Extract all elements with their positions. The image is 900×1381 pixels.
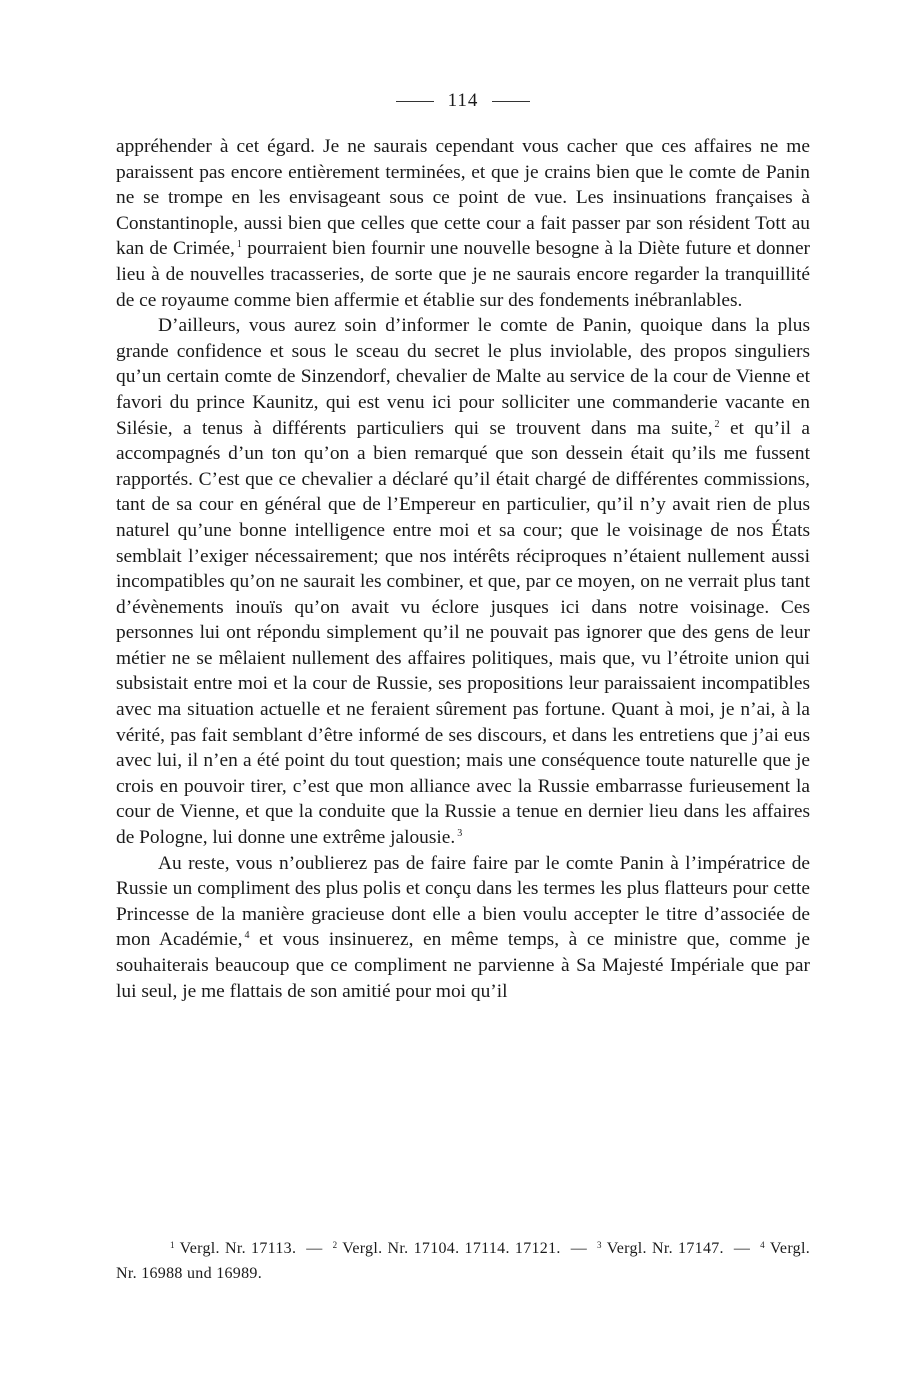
paragraph-3-text-b: et vous insinuerez, en même temps, à ce ministre que, comme je souhaiterais beaucoup que ce compliment ne parvienne à Sa Majesté Impériale que par lui seul, je me flattais de son amitié pour moi qu’il [116,929,810,1002]
paragraph-1-text-b: pourraient bien fournir une nouvelle besogne à la Diète future et donner lieu à de nouvelles tracasseries, de sorte que je ne saurais encore regarder la tranquillité de ce royaume comme bien affermie et établie sur des fondements inébranlables. [116,238,811,311]
footnote-mark-1: 1 [170,1240,175,1250]
footnote-mark-3: 3 [597,1240,602,1250]
footnote-ref-1: 1 [236,239,242,251]
page-number: 114 [447,90,479,111]
paragraph-3 [116,851,810,1005]
footnote-text-1: Vergl. Nr. 17113. [179,1240,297,1257]
footnote-separator-3: — [733,1240,751,1257]
footnote-text-2: Vergl. Nr. 17104. 17114. 17121. [342,1240,561,1257]
body-text [116,134,810,1004]
footnote-text-3: Vergl. Nr. 17147. [606,1240,724,1257]
paragraph-2-text-b: et qu’il a accompagnés d’un ton qu’on a bien remarqué que son dessein était qu’ils me fussent rapportés. C’est que ce chevalier a déclaré qu’il était chargé de différentes commissions, tant de sa cour en général que de l’Empereur en particulier, qu’il n’y avait rien de plus naturel qu’une bonne intelligence entre moi et sa cour; que le voisinage de nos États semblait l’exiger nécessairement; que nos intérêts réciproques n’étaient nullement aussi incompatibles qu’on ne saurait les combiner, et que, par ce moyen, on ne verrait plus tant d’évènements inouïs qu’on avait vu éclore jusques ici dans notre voisinage. Ces personnes lui ont répondu simplement qu’il ne pouvait pas ignorer que des gens de leur métier ne se mêlaient nullement des affaires politiques, mais que, vu l’étroite union qui subsistait entre moi et la cour de Russie, ses propositions leur paraissaient incompatibles avec ma situation actuelle et ne feraient sûrement pas fortune. Quant à moi, je n’ai, à la vérité, pas fait semblant d’être informé de ses discours, et dans les entretiens que j’ai eus avec lui, il n’en a été point du tout question; mais une conséquence toute naturelle que je crois en pouvoir tirer, c’est que mon alliance avec la Russie embarrasse furieusement la cour de Vienne, et que la conduite que la Russie a tenue en dernier lieu dans les affaires de Pologne, lui donne une extrême jalousie. [116,417,810,849]
footnotes [116,1236,810,1286]
footnote-ref-2: 2 [714,418,720,430]
footnote-mark-2: 2 [332,1240,338,1250]
paragraph-1 [116,134,810,313]
footnote-separator-1: — [306,1240,323,1257]
footnote-ref-4: 4 [244,930,250,942]
footnote-block [116,1236,810,1286]
header-rule-right [492,101,530,102]
paragraph-2-text-a: D’ailleurs, vous aurez soin d’informer le comte de Panin, quoique dans la plus grande confidence et sous le sceau du secret le plus inviolable, des propos singuliers qu’un certain comte de Sinzendorf, chevalier de Malte au service de la cour de Vienne et favori du prince Kaunitz, qui est venu ici pour solliciter une commanderie vacante en Silésie, a tenus à différents particuliers qui se trouvent dans ma suite, [116,315,810,439]
page-header [116,88,810,114]
paragraph-3-text-a: Au reste, vous n’oublierez pas de faire faire par le comte Panin à l’impératrice de Russie un compliment des plus polis et conçu dans les termes les plus flatteurs pour cette Princesse de la manière gracieuse dont elle a bien voulu accepter le titre d’associée de mon Académie, [116,852,810,951]
paragraph-1-text-a: appréhender à cet égard. Je ne saurais cependant vous cacher que ces affaires ne me paraissent pas encore entièrement terminées, et que je crains bien que le comte de Panin ne se trompe en les envisageant sous ce point de vue. Les insinuations françaises à Constantinople, aussi bien que celles que cette cour a fait passer par son résident Tott au kan de Crimée, [116,136,810,260]
footnote-ref-3: 3 [457,828,463,840]
footnote-separator-2: — [570,1240,588,1257]
header-rule-left [396,101,434,102]
paragraph-2 [116,313,810,850]
footnote-mark-4: 4 [760,1240,765,1250]
page [116,88,810,1004]
footnote-text-4: Vergl. Nr. 16988 und 16989. [116,1240,811,1282]
